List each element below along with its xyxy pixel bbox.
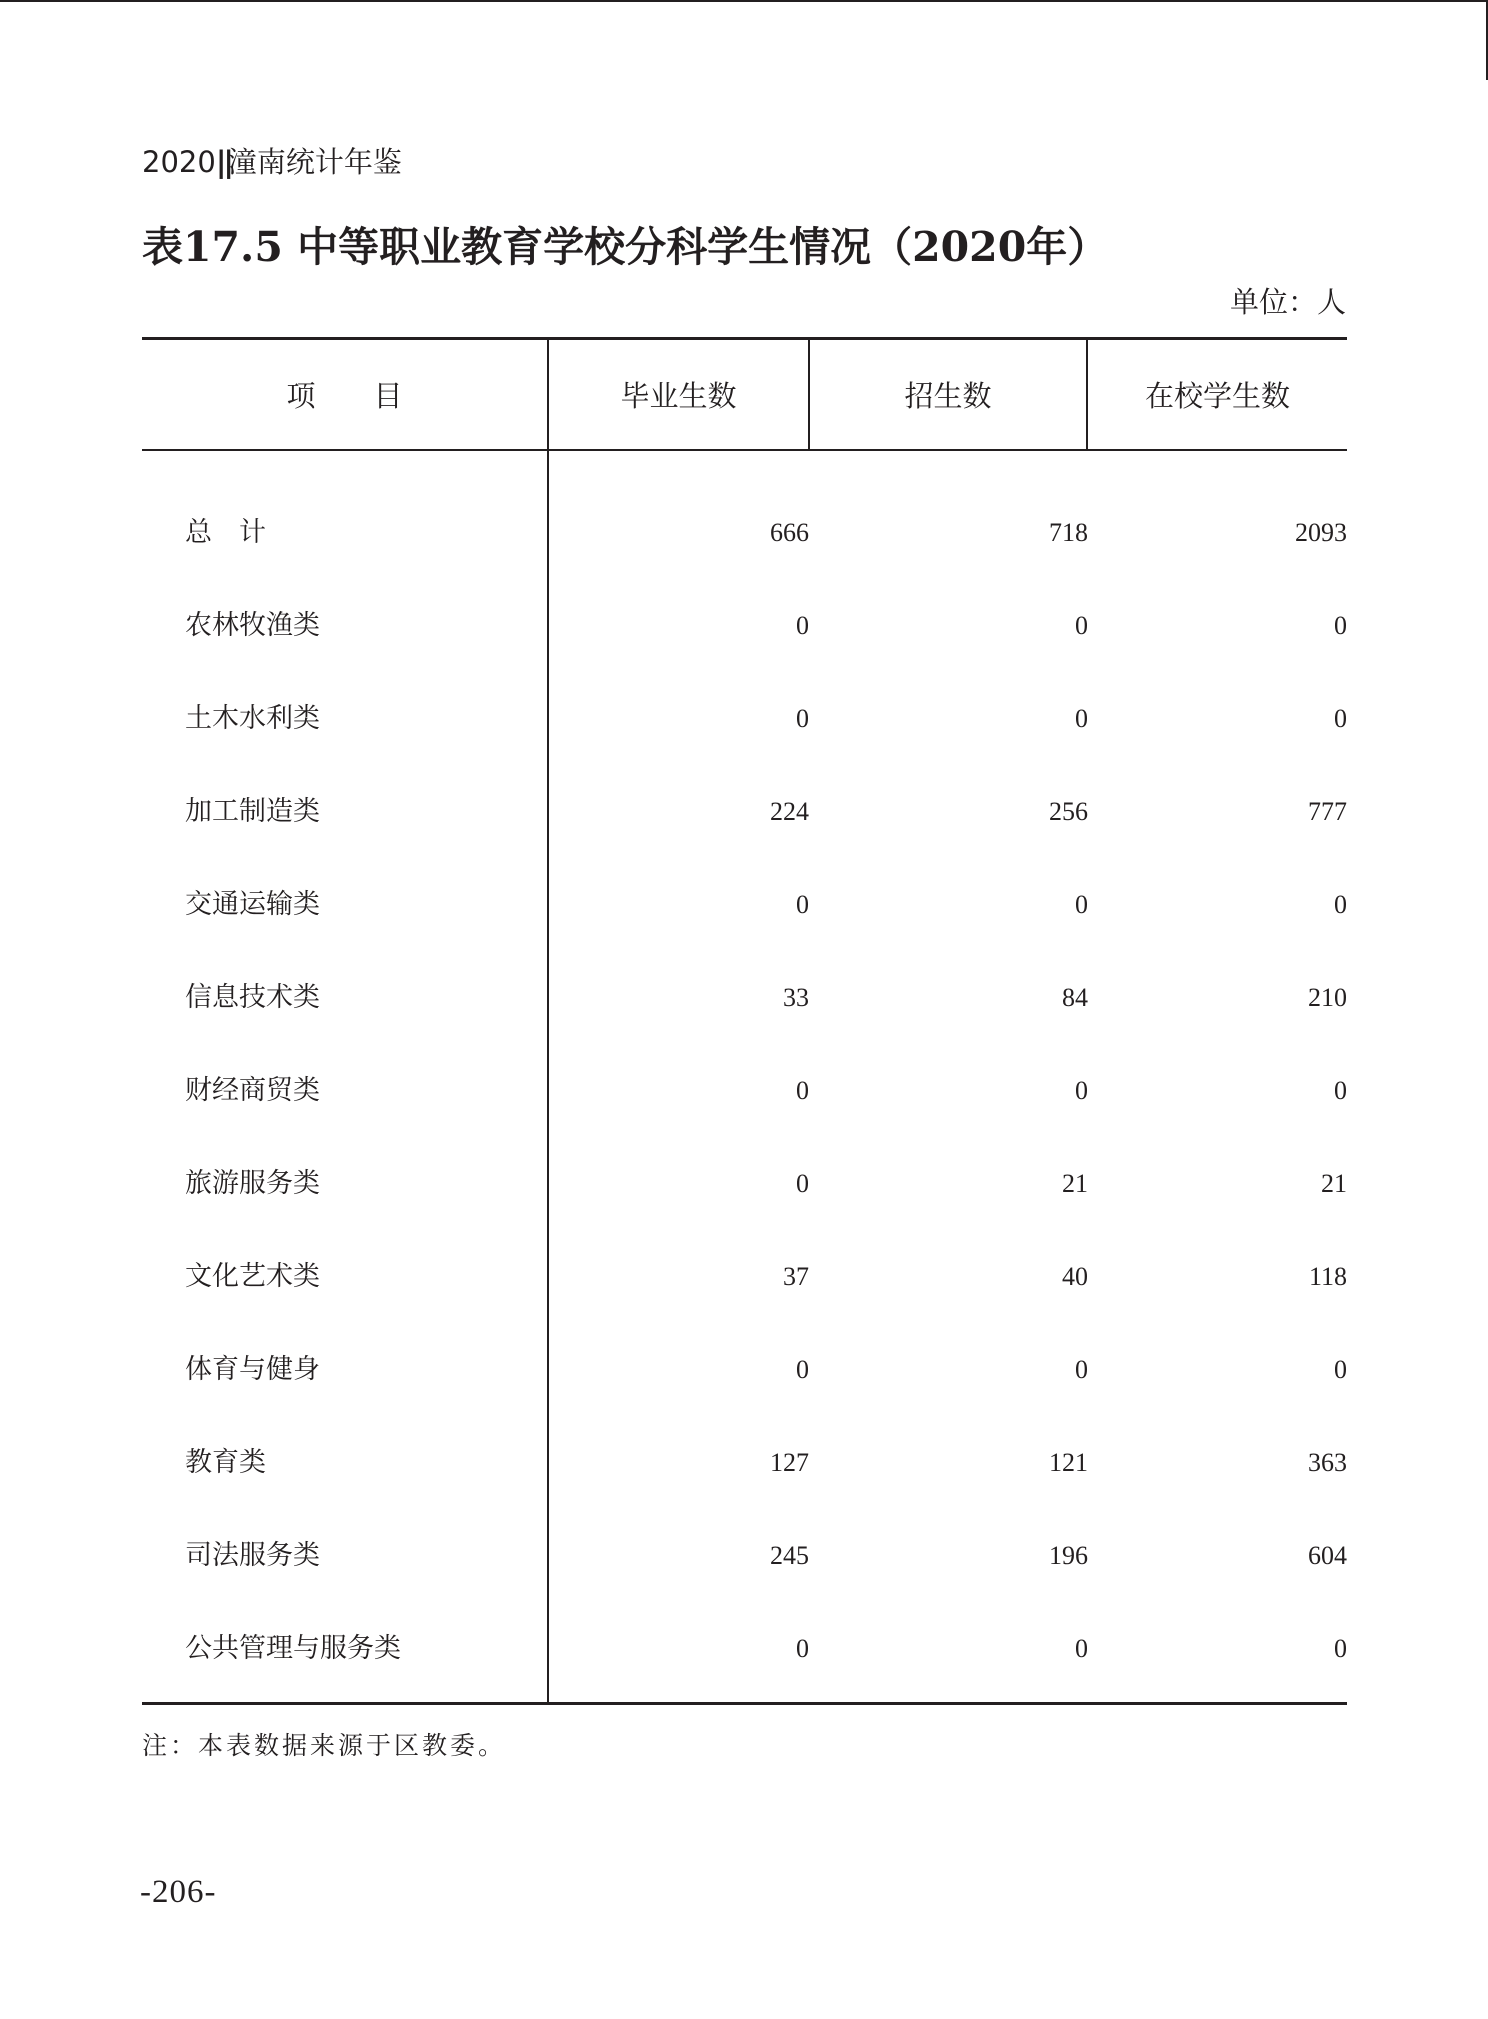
row-label: 财经商贸类 — [185, 1075, 320, 1106]
cell-graduates: 245 — [770, 1541, 809, 1570]
header-item — [142, 340, 547, 449]
table-note: 注：本表数据来源于区教委。 — [142, 1731, 507, 1760]
cell-enrollment: 0 — [1075, 1076, 1088, 1105]
row-label: 教育类 — [185, 1447, 266, 1478]
cell-enrollment: 21 — [1062, 1169, 1088, 1198]
table-row — [142, 875, 1347, 968]
row-label: 农林牧渔类 — [185, 610, 320, 641]
cell-in-school: 118 — [1308, 1262, 1347, 1291]
header-in-school: 在校学生数 — [1144, 379, 1290, 413]
statistics-table — [142, 337, 1347, 1705]
row-label: 土木水利类 — [185, 703, 320, 734]
row-label: 体育与健身 — [185, 1354, 320, 1385]
cell-graduates: 0 — [796, 1355, 809, 1384]
table-row — [142, 1154, 1347, 1247]
cell-graduates: 0 — [796, 1076, 809, 1105]
cell-enrollment: 0 — [1075, 704, 1088, 733]
cell-in-school: 777 — [1308, 797, 1347, 826]
table-row — [142, 782, 1347, 875]
table-row — [142, 968, 1347, 1061]
cell-in-school: 604 — [1308, 1541, 1347, 1570]
page-top-edge-line — [0, 0, 1488, 2]
row-label: 总 计 — [185, 517, 266, 548]
table-row — [142, 1340, 1347, 1433]
header-item-part2: 目 — [373, 379, 403, 413]
cell-graduates: 0 — [796, 890, 809, 919]
table-row — [142, 1061, 1347, 1154]
table-title: 表17.5 中等职业教育学校分科学生情况（2020年） — [142, 223, 1109, 271]
cell-in-school: 210 — [1308, 983, 1347, 1012]
cell-graduates: 33 — [783, 983, 809, 1012]
header-book-title: 潼南统计年鉴 — [227, 145, 402, 179]
cell-in-school: 363 — [1308, 1448, 1347, 1477]
cell-enrollment: 256 — [1049, 797, 1088, 826]
cell-in-school: 0 — [1334, 890, 1347, 919]
cell-graduates: 666 — [770, 518, 809, 547]
header-separator: || — [215, 145, 231, 179]
row-label: 旅游服务类 — [185, 1168, 320, 1199]
row-label: 司法服务类 — [185, 1540, 320, 1571]
cell-in-school: 2093 — [1295, 518, 1347, 547]
cell-graduates: 37 — [783, 1262, 809, 1291]
cell-in-school: 21 — [1321, 1169, 1347, 1198]
cell-in-school: 0 — [1334, 1634, 1347, 1663]
cell-graduates: 0 — [796, 704, 809, 733]
cell-enrollment: 0 — [1075, 890, 1088, 919]
table-row — [142, 596, 1347, 689]
cell-graduates: 0 — [796, 611, 809, 640]
cell-in-school: 0 — [1334, 1355, 1347, 1384]
cell-graduates: 127 — [770, 1448, 809, 1477]
cell-enrollment: 121 — [1049, 1448, 1088, 1477]
row-label: 信息技术类 — [185, 982, 320, 1013]
row-label: 加工制造类 — [185, 796, 320, 827]
page-number: -206- — [140, 1874, 217, 1910]
cell-enrollment: 84 — [1062, 983, 1088, 1012]
table-body — [142, 503, 1347, 1712]
table-row — [142, 1619, 1347, 1712]
table-header-rule — [142, 449, 1347, 451]
table-row — [142, 689, 1347, 782]
row-label: 文化艺术类 — [185, 1261, 320, 1292]
table-row — [142, 1247, 1347, 1340]
cell-graduates: 0 — [796, 1634, 809, 1663]
cell-enrollment: 0 — [1075, 1634, 1088, 1663]
cell-in-school: 0 — [1334, 704, 1347, 733]
row-label: 交通运输类 — [185, 889, 320, 920]
cell-graduates: 0 — [796, 1169, 809, 1198]
header-enrollment: 招生数 — [904, 379, 992, 413]
table-row — [142, 1433, 1347, 1526]
header-item-part1: 项 — [286, 379, 316, 413]
cell-enrollment: 0 — [1075, 611, 1088, 640]
cell-enrollment: 718 — [1049, 518, 1088, 547]
unit-label: 单位：人 — [1229, 285, 1346, 319]
cell-in-school: 0 — [1334, 1076, 1347, 1105]
cell-enrollment: 196 — [1049, 1541, 1088, 1570]
cell-enrollment: 0 — [1075, 1355, 1088, 1384]
header-graduates: 毕业生数 — [620, 379, 737, 413]
cell-in-school: 0 — [1334, 611, 1347, 640]
header-year: 2020 — [142, 145, 216, 179]
table-row — [142, 503, 1347, 596]
table-row — [142, 1526, 1347, 1619]
cell-enrollment: 40 — [1062, 1262, 1088, 1291]
row-label: 公共管理与服务类 — [185, 1633, 401, 1664]
cell-graduates: 224 — [770, 797, 809, 826]
running-header — [142, 140, 402, 184]
